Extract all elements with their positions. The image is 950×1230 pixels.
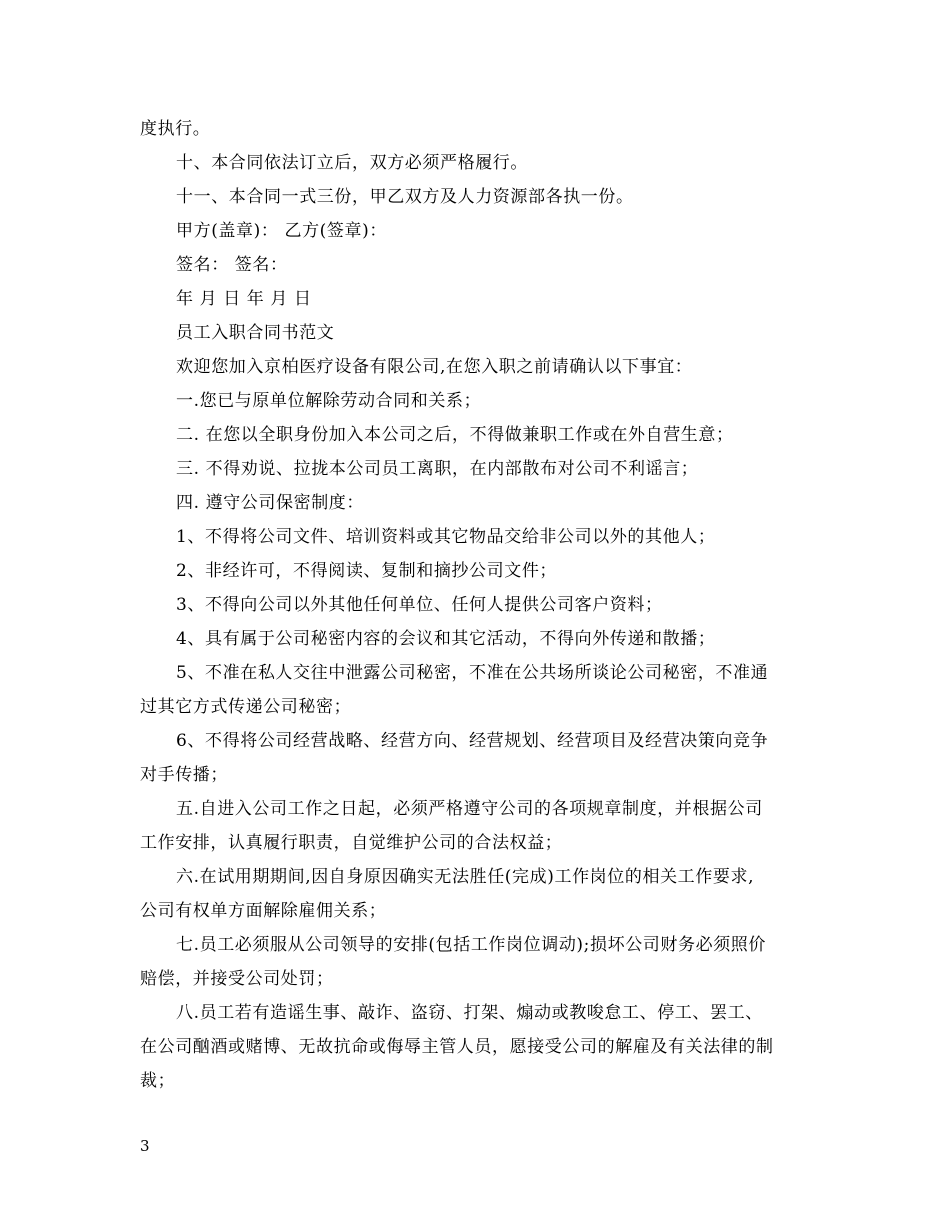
text-line: 欢迎您加入京柏医疗设备有限公司,在您入职之前请确认以下事宜：: [176, 357, 693, 377]
text-line: 五.自进入公司工作之日起，必须严格遵守公司的各项规章制度，并根据公司: [176, 799, 763, 819]
text-line: 二. 在您以全职身份加入本公司之后，不得做兼职工作或在外自营生意；: [176, 425, 734, 445]
text-line: 2、非经许可，不得阅读、复制和摘抄公司文件；: [176, 561, 558, 581]
document-body: [140, 112, 812, 1098]
text-line: 过其它方式传递公司秘密；: [140, 697, 352, 717]
page-number: 3: [140, 1137, 150, 1155]
text-line: 赔偿，并接受公司处罚；: [140, 969, 334, 989]
text-line: 三. 不得劝说、拉拢本公司员工离职，在内部散布对公司不利谣言；: [176, 459, 699, 479]
text-line: 6、不得将公司经营战略、经营方向、经营规划、经营项目及经营决策向竞争: [176, 731, 769, 751]
text-line: 十、本合同依法订立后，双方必须严格履行。: [176, 153, 528, 173]
text-line: 七.员工必须服从公司领导的安排(包括工作岗位调动);损坏公司财务必须照价: [176, 935, 766, 955]
text-line: 1、不得将公司文件、培训资料或其它物品交给非公司以外的其他人；: [176, 527, 716, 547]
text-line: 甲方(盖章)： 乙方(签章)：: [176, 221, 387, 241]
text-line: 六.在试用期期间,因自身原因确实无法胜任(完成)工作岗位的相关工作要求,: [176, 867, 755, 887]
text-line: 5、不准在私人交往中泄露公司秘密，不准在公共场所谈论公司秘密，不准通: [176, 663, 769, 683]
text-line: 在公司酗酒或赌博、无故抗命或侮辱主管人员，愿接受公司的解雇及有关法律的制: [140, 1037, 774, 1057]
text-line: 度执行。: [140, 119, 211, 139]
text-line: 裁；: [140, 1071, 176, 1091]
text-line: 十一、本合同一式三份，甲乙双方及人力资源部各执一份。: [176, 187, 634, 207]
text-line: 四. 遵守公司保密制度：: [176, 493, 365, 513]
text-line: 年 月 日 年 月 日: [176, 289, 312, 309]
text-line: 4、具有属于公司秘密内容的会议和其它活动，不得向外传递和散播；: [176, 629, 716, 649]
text-line: 员工入职合同书范文: [176, 323, 335, 343]
text-line: 八.员工若有造谣生事、敲诈、盗窃、打架、煽动或教唆怠工、停工、罢工、: [176, 1003, 763, 1023]
text-line: 签名： 签名：: [176, 255, 288, 275]
text-line: 公司有权单方面解除雇佣关系；: [140, 901, 387, 921]
text-line: 3、不得向公司以外其他任何单位、任何人提供公司客户资料；: [176, 595, 663, 615]
text-line: 工作安排，认真履行职责，自觉维护公司的合法权益；: [140, 833, 563, 853]
text-line: 一.您已与原单位解除劳动合同和关系；: [176, 391, 482, 411]
text-line: 对手传播；: [140, 765, 228, 785]
